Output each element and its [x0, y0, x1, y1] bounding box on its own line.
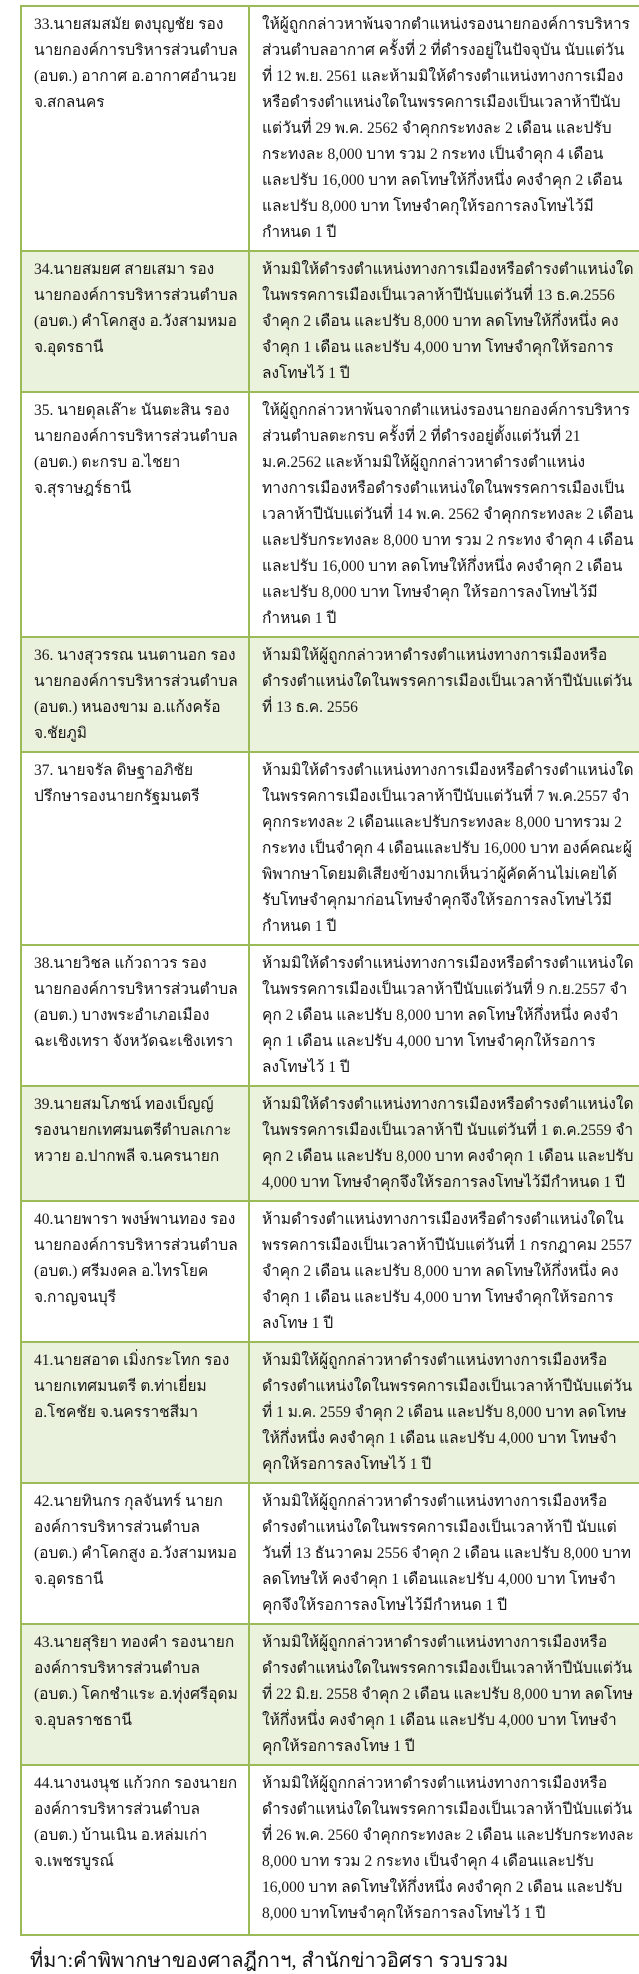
table-row: [21, 1765, 639, 1935]
judgment-cell: ห้ามมิให้ดำรงตำแหน่งทางการเมืองหรือดำรงตำแหน่งใดในพรรคการเมืองเป็นเวลาห้าปีนับแต่วันที่ 9 ก.ย.2557 จำคุก 2 เดือน และปรับ 8,000 บาท ลดโทษให้กึ่งหนึ่ง คงจำคุก 1 เดือน และปรับ 4,000 บาท โทษจำคุกให้รอการลงโทษไว้ 1 ปี: [249, 945, 639, 1086]
judgment-cell: ห้ามมิให้ดำรงตำแหน่งทางการเมืองหรือดำรงตำแหน่งใดในพรรคการเมืองเป็นเวลาห้าปีนับแต่วันที่ 13 ธ.ค.2556 จำคุก 2 เดือน และปรับ 8,000 บาท ลดโทษให้กึ่งหนึ่ง คงจำคุก 1 เดือน และปรับ 4,000 บาท โทษจำคุกให้รอการลงโทษไว้ 1 ปี: [249, 251, 639, 392]
table-row: [21, 1342, 639, 1483]
judgment-cell: ห้ามมิให้ผู้ถูกกล่าวหาดำรงตำแหน่งทางการเมืองหรือดำรงตำแหน่งใดในพรรคการเมืองเป็นเวลาห้าปี นับแต่วันที่ 13 ธันวาคม 2556 จำคุก 2 เดือน และปรับ 8,000 บาท ลดโทษให้ คงจำคุก 1 เดือนและปรับ 4,000 บาท โทษจำคุกจึงให้รอการลงโทษไว้มีกำหนด 1 ปี: [249, 1483, 639, 1624]
judgment-cell: ให้ผู้ถูกกล่าวหาพ้นจากตำแหน่งรองนายกองค์การบริหารส่วนตำบลตะกรบ ครั้งที่ 2 ที่ดำรงอยู่ตั้งแต่วันที่ 21 ม.ค.2562 และห้ามมิให้ผู้ถูกกล่าวหาดำรงตำแหน่งทางการเมืองหรือดำรงตำแหน่งใดในพรรคการเมืองเป็นเวลาห้าปีนับแต่วันที่ 14 พ.ค. 2562 จำคุกกระทงละ 2 เดือน และปรับกระทงละ 8,000 บาท รวม 2 กระทง จำคุก 4 เดือน และปรับ 16,000 บาท ลดโทษให้กึ่งหนึ่ง คงจำคุก 2 เดือน และปรับ 8,000 บาท โทษจำคุก ให้รอการลงโทษไว้มีกำหนด 1 ปี: [249, 392, 639, 637]
person-cell: 37. นายจรัล ดิษฐาอภิชัย ปรึกษารองนายกรัฐมนตรี: [21, 752, 249, 945]
table-row: [21, 637, 639, 752]
person-cell: 39.นายสมโภชน์ ทองเบ็ญญ์ รองนายกเทศมนตรีตำบลเกาะหวาย อ.ปากพลี จ.นครนายก: [21, 1086, 249, 1201]
document-page: [0, 5, 639, 1974]
judgment-cell: ห้ามมิให้ผู้ถูกกล่าวหาดำรงตำแหน่งทางการเมืองหรือดำรงตำแหน่งใดในพรรคการเมืองเป็นเวลาห้าปีนับแต่วันที่ 26 พ.ค. 2560 จำคุกกระทงละ 2 เดือน และปรับกระทงละ 8,000 บาท รวม 2 กระทง เป็นจำคุก 4 เดือนและปรับ 16,000 บาท ลดโทษให้กึ่งหนึ่ง คงจำคุก 2 เดือน และปรับ 8,000 บาทโทษจำคุกให้รอการลงโทษไว้ 1 ปี: [249, 1765, 639, 1935]
person-cell: 36. นางสุวรรณ นนตานอก รองนายกองค์การบริหารส่วนตำบล (อบต.) หนองขาม อ.แก้งคร้อ จ.ชัยภูมิ: [21, 637, 249, 752]
judgment-table-body: [21, 6, 639, 1935]
person-cell: 41.นายสอาด เมิ่งกระโทก รองนายกเทศมนตรี ต.ท่าเยี่ยม อ.โชคชัย จ.นครราชสีมา: [21, 1342, 249, 1483]
judgment-table: [20, 5, 639, 1936]
table-row: [21, 1086, 639, 1201]
table-row: [21, 752, 639, 945]
table-row: [21, 251, 639, 392]
person-cell: 38.นายวิชล แก้วถาวร รองนายกองค์การบริหารส่วนตำบล (อบต.) บางพระอำเภอเมืองฉะเชิงเทรา จังหวัดฉะเชิงเทรา: [21, 945, 249, 1086]
person-cell: 35. นายดุลเล๊าะ นันตะสิน รองนายกองค์การบริหารส่วนตำบล (อบต.) ตะกรบ อ.ไชยา จ.สุราษฎร์ธานี: [21, 392, 249, 637]
table-row: [21, 1201, 639, 1342]
table-row: [21, 1624, 639, 1765]
table-row: [21, 392, 639, 637]
person-cell: 33.นายสมสมัย ตงบุญชัย รองนายกองค์การบริหารส่วนตำบล (อบต.) อากาศ อ.อากาศอำนวย จ.สกลนคร: [21, 6, 249, 251]
judgment-cell: ห้ามมิให้ผู้ถูกกล่าวหาดำรงตำแหน่งทางการเมืองหรือดำรงตำแหน่งใดในพรรคการเมืองเป็นเวลาห้าปีนับแต่วันที่ 1 ม.ค. 2559 จำคุก 2 เดือน และปรับ 8,000 บาท ลดโทษให้กึ่งหนึ่ง คงจำคุก 1 เดือน และปรับ 4,000 บาท โทษจำคุกให้รอการลงโทษไว้ 1 ปี: [249, 1342, 639, 1483]
table-row: [21, 6, 639, 251]
person-cell: 42.นายทินกร กุลจันทร์ นายกองค์การบริหารส่วนตำบล (อบต.) คำโคกสูง อ.วังสามหมอ จ.อุดรธานี: [21, 1483, 249, 1624]
person-cell: 34.นายสมยศ สายเสมา รองนายกองค์การบริหารส่วนตำบล (อบต.) คำโคกสูง อ.วังสามหมอ จ.อุดรธานี: [21, 251, 249, 392]
person-cell: 44.นางนงนุช แก้วกก รองนายกองค์การบริหารส่วนตำบล (อบต.) บ้านเนิน อ.หล่มเก่า จ.เพชรบูรณ์: [21, 1765, 249, 1935]
table-row: [21, 1483, 639, 1624]
judgment-cell: ให้ผู้ถูกกล่าวหาพ้นจากตำแหน่งรองนายกองค์การบริหารส่วนตำบลอากาศ ครั้งที่ 2 ที่ดำรงอยู่ในปัจจุบัน นับแต่วันที่ 12 พ.ย. 2561 และห้ามมิให้ดำรงตำแหน่งทางการเมืองหรือดำรงตำแหน่งใดในพรรคการเมืองเป็นเวลาห้าปีนับแต่วันที่ 29 พ.ค. 2562 จำคุกกระทงละ 2 เดือน และปรับกระทงละ 8,000 บาท รวม 2 กระทง เป็นจำคุก 4 เดือน และปรับ 16,000 บาท ลดโทษให้กึ่งหนึ่ง คงจำคุก 2 เดือน และปรับ 8,000 บาท โทษจำคกุให้รอการลงโทษไว้มีกำหนด 1 ปี: [249, 6, 639, 251]
judgment-cell: ห้ามมิให้ผู้ถูกกล่าวหาดำรงตำแหน่งทางการเมืองหรือดำรงตำแหน่งใดในพรรคการเมืองเป็นเวลาห้าปีนับแต่วันที่ 13 ธ.ค. 2556: [249, 637, 639, 752]
person-cell: 40.นายพารา พงษ์พานทอง รองนายกองค์การบริหารส่วนตำบล (อบต.) ศรีมงคล อ.ไทรโยค จ.กาญจนบุรี: [21, 1201, 249, 1342]
judgment-cell: ห้ามดำรงตำแหน่งทางการเมืองหรือดำรงตำแหน่งใดในพรรคการเมืองเป็นเวลาห้าปีนับแต่วันที่ 1 กรกฎาคม 2557 จำคุก 2 เดือน และปรับ 8,000 บาท ลดโทษให้กึ่งหนึ่ง คงจำคุก 1 เดือน และปรับ 4,000 บาท โทษจำคุกให้รอการลงโทษ 1 ปี: [249, 1201, 639, 1342]
table-row: [21, 945, 639, 1086]
judgment-cell: ห้ามมิให้ผู้ถูกกล่าวหาดำรงตำแหน่งทางการเมืองหรือดำรงตำแหน่งใดในพรรคการเมืองเป็นเวลาห้าปีนับแต่วันที่ 22 มิ.ย. 2558 จำคุก 2 เดือน และปรับ 8,000 บาท ลดโทษให้กึ่งหนึ่ง คงจำคุก 1 เดือน และปรับ 4,000 บาท โทษจำคุกให้รอการลงโทษ 1 ปี: [249, 1624, 639, 1765]
source-note: ที่มา:คำพิพากษาของศาลฎีกาฯ, สำนักข่าวอิศรา รวบรวม: [30, 1950, 509, 1972]
judgment-cell: ห้ามมิให้ดำรงตำแหน่งทางการเมืองหรือดำรงตำแหน่งใดในพรรคการเมืองเป็นเวลาห้าปี นับแต่วันที่ 1 ต.ค.2559 จำคุก 2 เดือน และปรับ 8,000 บาท คงจำคุก 1 เดือน และปรับ 4,000 บาท โทษจำคุกจึงให้รอการลงโทษไว้มีกำหนด 1 ปี: [249, 1086, 639, 1201]
person-cell: 43.นายสุริยา ทองคำ รองนายกองค์การบริหารส่วนตำบล (อบต.) โคกชำแระ อ.ทุ่งศรีอุดม จ.อุบลราชธานี: [21, 1624, 249, 1765]
judgment-cell: ห้ามมิให้ดำรงตำแหน่งทางการเมืองหรือดำรงตำแหน่งใดในพรรคการเมืองเป็นเวลาห้าปีนับแต่วันที่ 7 พ.ค.2557 จำคุกกระทงละ 2 เดือนและปรับกระทงละ 8,000 บาทรวม 2 กระทง เป็นจำคุก 4 เดือนและปรับ 16,000 บาท องค์คณะผู้พิพากษาโดยมติเสียงข้างมากเห็นว่าผู้คัดค้านไม่เคยได้รับโทษจำคุกมาก่อนโทษจำคุกจึงให้รอการลงโทษไว้มีกำหนด 1 ปี: [249, 752, 639, 945]
